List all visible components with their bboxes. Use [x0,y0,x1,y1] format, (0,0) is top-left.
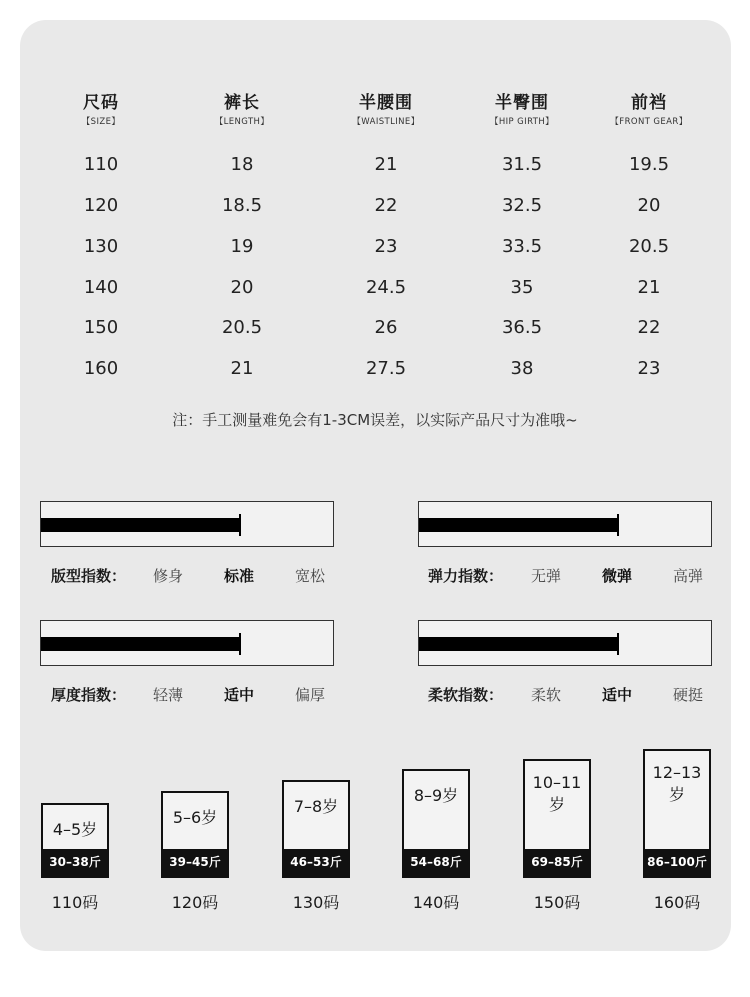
size-box-110 [41,803,109,878]
weight-range: 54–68斤 [404,849,468,876]
softness-option-selected: 适中 [601,686,632,704]
table-cell: 32.5 [501,195,543,216]
table-cell: 21 [230,358,254,379]
fit-index-marker [239,514,241,536]
fit-index-fill [41,518,240,532]
fit-index-label: 版型指数： [51,567,127,585]
table-cell: 21 [374,154,398,175]
table-cell: 120 [83,195,119,216]
fit-option: 宽松 [294,567,325,585]
table-cell: 31.5 [501,154,543,175]
header-size: 尺码 [83,93,119,113]
table-cell: 21 [637,277,661,298]
table-cell: 24.5 [365,277,407,298]
size-box-150 [523,759,591,878]
table-cell: 38 [510,358,534,379]
softness-option: 柔软 [530,686,561,704]
thickness-index-bar [40,620,334,666]
header-length: 裤长 [224,93,260,113]
table-cell: 110 [83,154,119,175]
table-cell: 19 [230,236,254,257]
table-cell: 33.5 [501,236,543,257]
table-cell: 23 [374,236,398,257]
thickness-option: 轻薄 [152,686,183,704]
table-cell: 20 [230,277,254,298]
table-cell: 160 [83,358,119,379]
weight-range: 69–85斤 [525,849,589,876]
size-code: 140码 [412,893,460,912]
size-box-140 [402,769,470,878]
weight-range: 30–38斤 [43,849,107,876]
header-waist: 半腰围 [359,93,413,113]
thickness-index-fill [41,637,240,651]
thickness-index-label: 厚度指数： [51,686,127,704]
age-range: 10–11岁 [532,773,582,814]
softness-index-bar [418,620,712,666]
stretch-index-fill [419,518,618,532]
softness-index-label: 柔软指数： [428,686,504,704]
header-hip: 半臀围 [495,93,549,113]
header-waist-en: 【WAISTLINE】 [352,117,420,127]
table-cell: 130 [83,236,119,257]
weight-range: 46–53斤 [284,849,348,876]
table-cell: 20.5 [628,236,670,257]
table-cell: 20.5 [221,317,263,338]
header-length-en: 【LENGTH】 [214,117,270,127]
softness-option: 硬挺 [672,686,703,704]
header-front-gear: 前裆 [631,93,667,113]
size-code: 150码 [533,893,581,912]
size-box-120 [161,791,229,878]
size-code: 160码 [653,893,701,912]
table-cell: 26 [374,317,398,338]
age-range: 8–9岁 [413,786,459,805]
header-hip-en: 【HIP GIRTH】 [489,117,555,127]
age-range: 5–6岁 [172,808,218,827]
stretch-index-marker [617,514,619,536]
stretch-option-selected: 微弹 [601,567,632,585]
size-code: 120码 [171,893,219,912]
measurement-note: 注：手工测量难免会有1-3CM误差，以实际产品尺寸为准哦~ [172,411,578,429]
fit-index-bar [40,501,334,547]
table-cell: 23 [637,358,661,379]
table-cell: 18.5 [221,195,263,216]
table-cell: 150 [83,317,119,338]
size-code: 130码 [292,893,340,912]
fit-option: 修身 [152,567,183,585]
table-cell: 35 [510,277,534,298]
header-size-en: 【SIZE】 [81,117,121,127]
size-box-160 [643,749,711,878]
size-code: 110码 [51,893,99,912]
stretch-index-bar [418,501,712,547]
thickness-option: 偏厚 [294,686,325,704]
thickness-option-selected: 适中 [223,686,254,704]
thickness-index-marker [239,633,241,655]
stretch-index-label: 弹力指数： [428,567,504,585]
size-box-130 [282,780,350,878]
age-range: 7–8岁 [293,797,339,816]
table-cell: 27.5 [365,358,407,379]
stretch-option: 高弹 [672,567,703,585]
table-cell: 22 [374,195,398,216]
table-cell: 18 [230,154,254,175]
age-range: 12–13岁 [652,763,702,804]
weight-range: 86–100斤 [645,849,709,876]
age-range: 4–5岁 [52,820,98,839]
stretch-option: 无弹 [530,567,561,585]
table-cell: 19.5 [628,154,670,175]
table-cell: 36.5 [501,317,543,338]
weight-range: 39–45斤 [163,849,227,876]
header-front-gear-en: 【FRONT GEAR】 [610,117,688,127]
fit-option-selected: 标准 [223,567,254,585]
softness-index-marker [617,633,619,655]
softness-index-fill [419,637,618,651]
table-cell: 20 [637,195,661,216]
table-cell: 22 [637,317,661,338]
table-cell: 140 [83,277,119,298]
